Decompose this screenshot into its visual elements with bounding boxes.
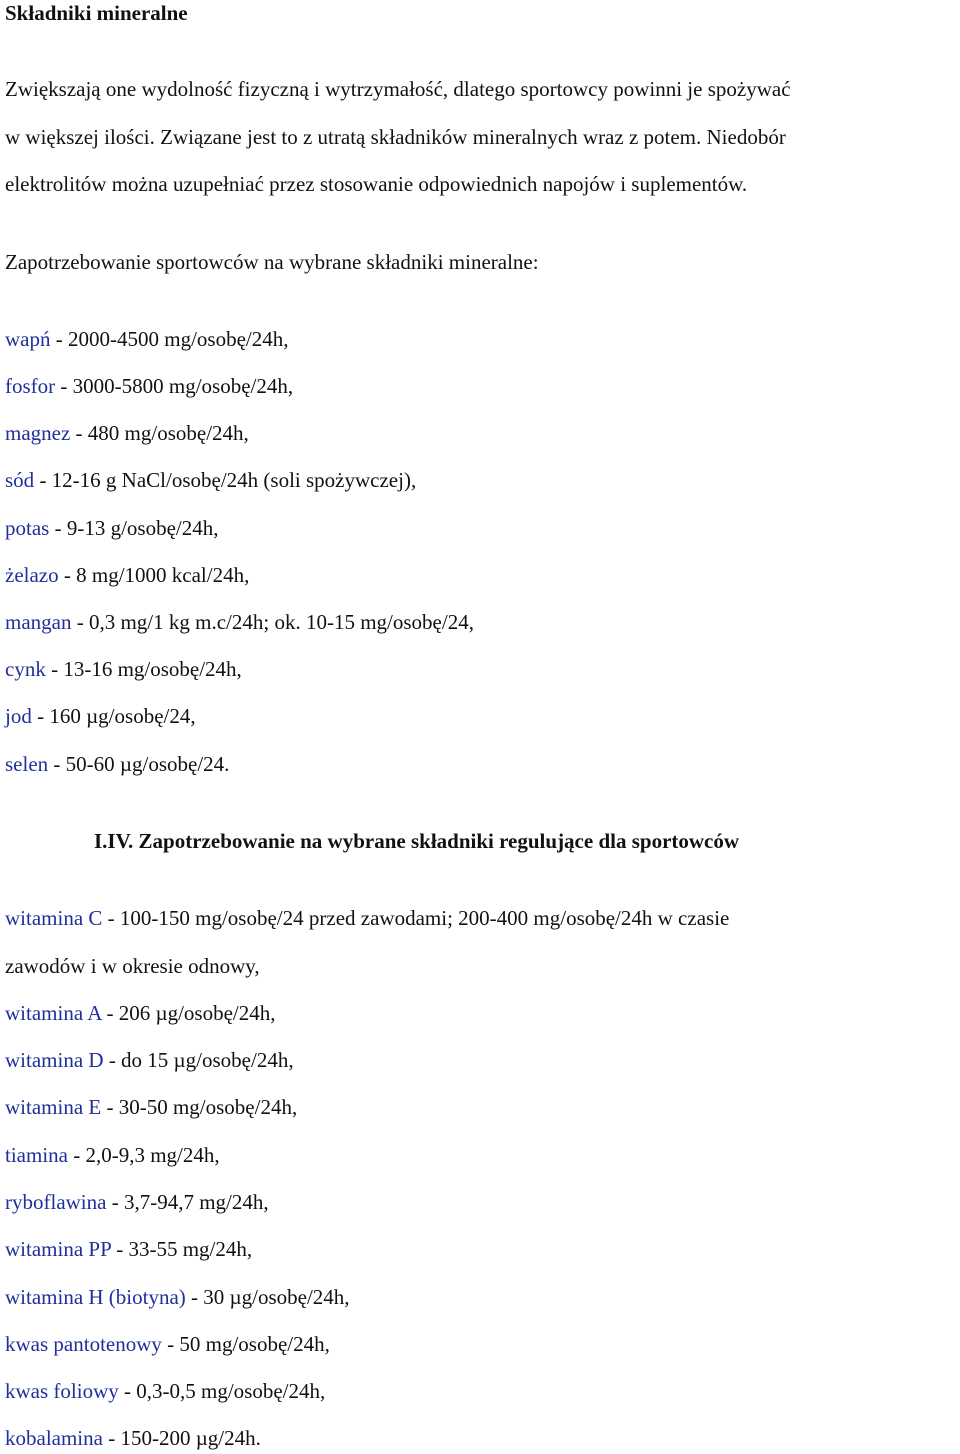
mineral-term: żelazo <box>5 563 59 587</box>
mineral-value: - 3000-5800 mg/osobę/24h, <box>55 374 294 398</box>
mineral-term: cynk <box>5 657 46 681</box>
page-title: Składniki mineralne <box>5 1 188 25</box>
mineral-term: wapń <box>5 327 51 351</box>
vitamin-value: - 0,3-0,5 mg/osobę/24h, <box>118 1379 326 1403</box>
intro-line: w większej ilości. Związane jest to z utratą składników mineralnych wraz z potem. Niedobór <box>5 125 786 149</box>
list-item-continuation <box>5 953 260 979</box>
vitamin-value: - 206 µg/osobę/24h, <box>101 1001 276 1025</box>
mineral-value: - 9-13 g/osobę/24h, <box>49 516 219 540</box>
vitamin-value: - do 15 µg/osobę/24h, <box>103 1048 294 1072</box>
mineral-term: fosfor <box>5 374 56 398</box>
mineral-value: - 13-16 mg/osobę/24h, <box>45 657 242 681</box>
mineral-value: - 480 mg/osobę/24h, <box>70 421 249 445</box>
list-item <box>5 905 729 931</box>
vitamin-value: - 100-150 mg/osobę/24 przed zawodami; 200-400 mg/osobę/24h w czasie <box>102 906 730 930</box>
vitamin-term: ryboflawina <box>5 1190 107 1214</box>
vitamin-term: kwas pantotenowy <box>5 1332 162 1356</box>
mineral-value: - 160 µg/osobę/24, <box>31 704 196 728</box>
list-item <box>5 562 249 588</box>
list-item <box>5 326 288 352</box>
list-item <box>5 1094 297 1120</box>
mineral-value: - 12-16 g NaCl/osobę/24h (soli spożywczej), <box>34 468 417 492</box>
vitamin-value: - 30 µg/osobę/24h, <box>185 1285 350 1309</box>
mineral-term: mangan <box>5 610 72 634</box>
vitamin-value: - 3,7-94,7 mg/24h, <box>106 1190 269 1214</box>
list-item <box>5 1378 325 1404</box>
list-item <box>5 467 416 493</box>
mineral-term: selen <box>5 752 49 776</box>
list-item <box>5 609 474 635</box>
vitamin-term: witamina H (biotyna) <box>5 1285 186 1309</box>
intro-line: elektrolitów można uzupełniać przez stosowanie odpowiednich napojów i suplementów. <box>5 172 748 196</box>
vitamin-term: witamina A <box>5 1001 102 1025</box>
list-item <box>5 751 229 777</box>
list-item <box>5 703 196 729</box>
list-item <box>5 1331 330 1357</box>
vitamin-value: - 150-200 µg/24h. <box>102 1426 261 1450</box>
list-item <box>5 1284 350 1310</box>
mineral-value: - 2000-4500 mg/osobę/24h, <box>50 327 289 351</box>
list-item <box>5 1236 252 1262</box>
intro-line: Zwiększają one wydolność fizyczną i wytrzymałość, dlatego sportowcy powinni je spożywać <box>5 77 791 101</box>
vitamin-term: witamina C <box>5 906 103 930</box>
list-item <box>5 373 293 399</box>
vitamin-value: zawodów i w okresie odnowy, <box>5 954 260 978</box>
list-item <box>5 1425 261 1451</box>
vitamin-term: tiamina <box>5 1143 68 1167</box>
list-item <box>5 420 249 446</box>
vitamin-term: kobalamina <box>5 1426 103 1450</box>
mineral-value: - 50-60 µg/osobę/24. <box>48 752 230 776</box>
minerals-intro: Zapotrzebowanie sportowców na wybrane składniki mineralne: <box>5 250 539 274</box>
vitamin-value: - 33-55 mg/24h, <box>110 1237 253 1261</box>
mineral-term: potas <box>5 516 50 540</box>
mineral-term: magnez <box>5 421 71 445</box>
list-item <box>5 1189 269 1215</box>
list-item <box>5 515 218 541</box>
vitamin-value: - 50 mg/osobę/24h, <box>161 1332 330 1356</box>
mineral-value: - 0,3 mg/1 kg m.c/24h; ok. 10-15 mg/osobę/24, <box>71 610 474 634</box>
list-item <box>5 656 242 682</box>
vitamin-value: - 2,0-9,3 mg/24h, <box>67 1143 220 1167</box>
vitamin-term: kwas foliowy <box>5 1379 119 1403</box>
vitamin-term: witamina E <box>5 1095 102 1119</box>
list-item <box>5 1047 294 1073</box>
list-item <box>5 1142 220 1168</box>
vitamin-term: witamina PP <box>5 1237 111 1261</box>
section-heading: I.IV. Zapotrzebowanie na wybrane składniki regulujące dla sportowców <box>94 829 740 853</box>
mineral-value: - 8 mg/1000 kcal/24h, <box>58 563 250 587</box>
mineral-term: sód <box>5 468 35 492</box>
mineral-term: jod <box>5 704 32 728</box>
vitamin-term: witamina D <box>5 1048 104 1072</box>
list-item <box>5 1000 276 1026</box>
vitamin-value: - 30-50 mg/osobę/24h, <box>101 1095 298 1119</box>
